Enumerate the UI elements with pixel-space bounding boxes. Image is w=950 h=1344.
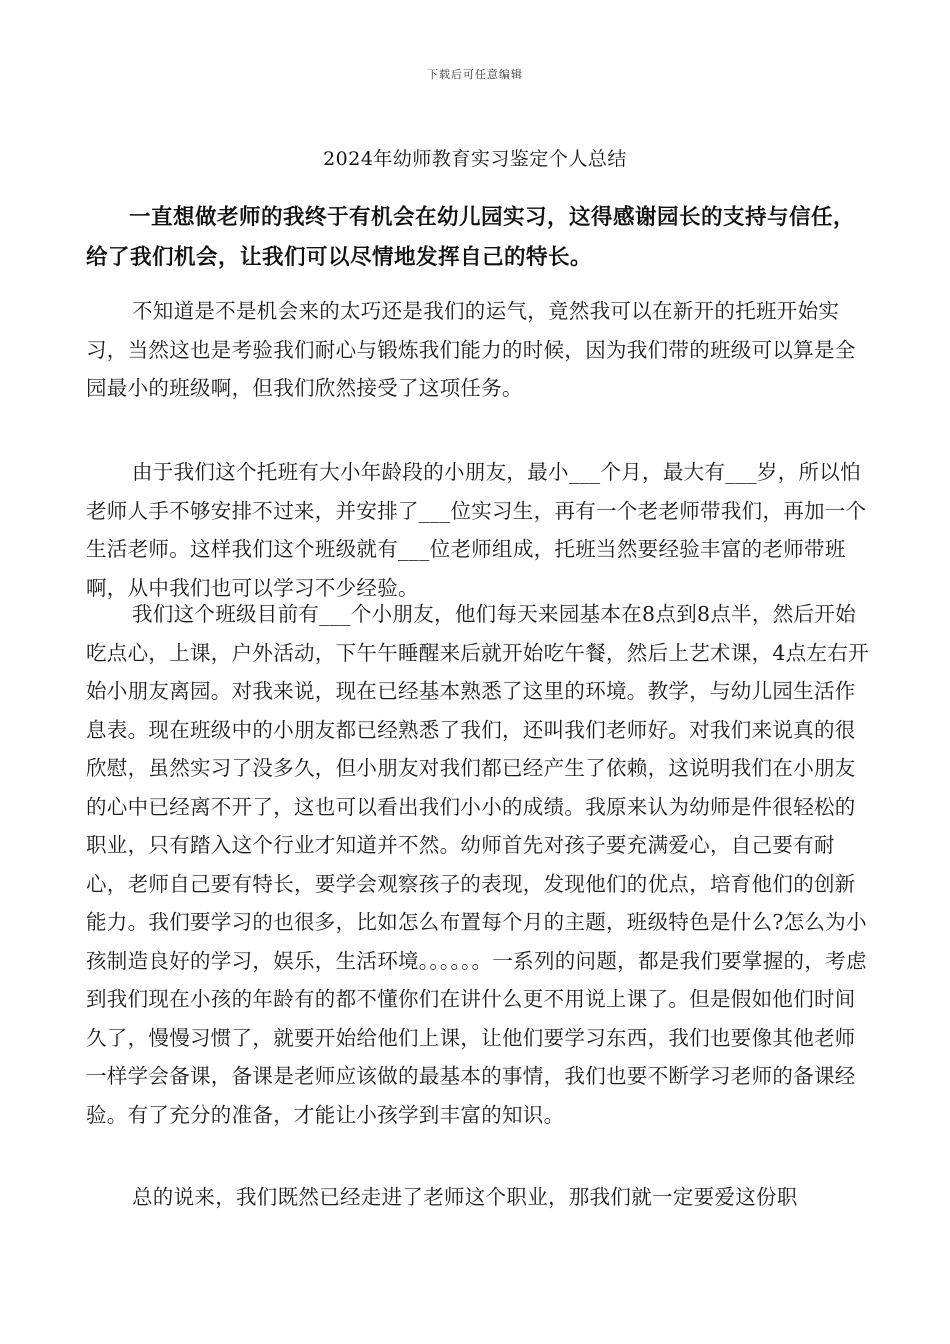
document-title: 2024年幼师教育实习鉴定个人总结 — [323, 148, 627, 170]
intro-paragraph: 一直想做老师的我终于有机会在幼儿园实习，这得感谢园长的支持与信任，给了我们机会，让我们可以尽情地发挥自己的特长。 — [86, 205, 856, 270]
body-paragraph-3: 我们这个班级目前有___个小朋友，他们每天来园基本在8点到8点半，然后开始吃点心，上课，户外活动，下午午睡醒来后就开始吃午餐，然后上艺术课，4点左右开始小朋友离园。对我来说，现在已经基本熟悉了这里的环境。教学，与幼儿园生活作息表。现在班级中的小朋友都已经熟悉了我们，还叫我们老师好。对我们来说真的很欣慰，虽然实习了没多久，但小朋友对我们都已经产生了依赖，这说明我们在小朋友的心中已经离不开了，这也可以看出我们小小的成绩。我原来认为幼师是件很轻松的职业，只有踏入这个行业才知道并不然。幼师首先对孩子要充满爱心，自己要有耐心，老师自己要有特长，要学会观察孩子的表现，发现他们的优点，培育他们的创新能力。我们要学习的也很多，比如怎么布置每个月的主题，班级特色是什么?怎么为小孩制造良好的学习，娱乐，生活环境。。。。。。一系列的问题，都是我们要掌握的，考虑到我们现在小孩的年龄有的都不懂你们在讲什么更不用说上课了。但是假如他们时间久了，慢慢习惯了，就要开始给他们上课，让他们要学习东西，我们也要像其他老师一样学会备课，备课是老师应该做的最基本的事情，我们也要不断学习老师的备课经验。有了充分的准备，才能让小孩学到丰富的知识。 — [86, 602, 869, 1127]
header-note: 下载后可任意编辑 — [427, 68, 523, 81]
body-paragraph-2: 由于我们这个托班有大小年龄段的小朋友，最小___个月，最大有___岁，所以怕老师人手不够安排不过来，并安排了___位实习生，再有一个老老师带我们，再加一个生活老师。这样我们这个班级就有___位老师组成，托班当然要经验丰富的老师带班啊，从中我们也可以学习不少经验。 — [86, 460, 867, 600]
body-paragraph-1: 不知道是不是机会来的太巧还是我们的运气，竟然我可以在新开的托班开始实习，当然这也是考验我们耐心与锻炼我们能力的时候，因为我们带的班级可以算是全园最小的班级啊，但我们欣然接受了这项任务。 — [86, 299, 856, 400]
body-paragraph-4: 总的说来，我们既然已经走进了老师这个职业，那我们就一定要爱这份职 — [132, 1185, 798, 1209]
